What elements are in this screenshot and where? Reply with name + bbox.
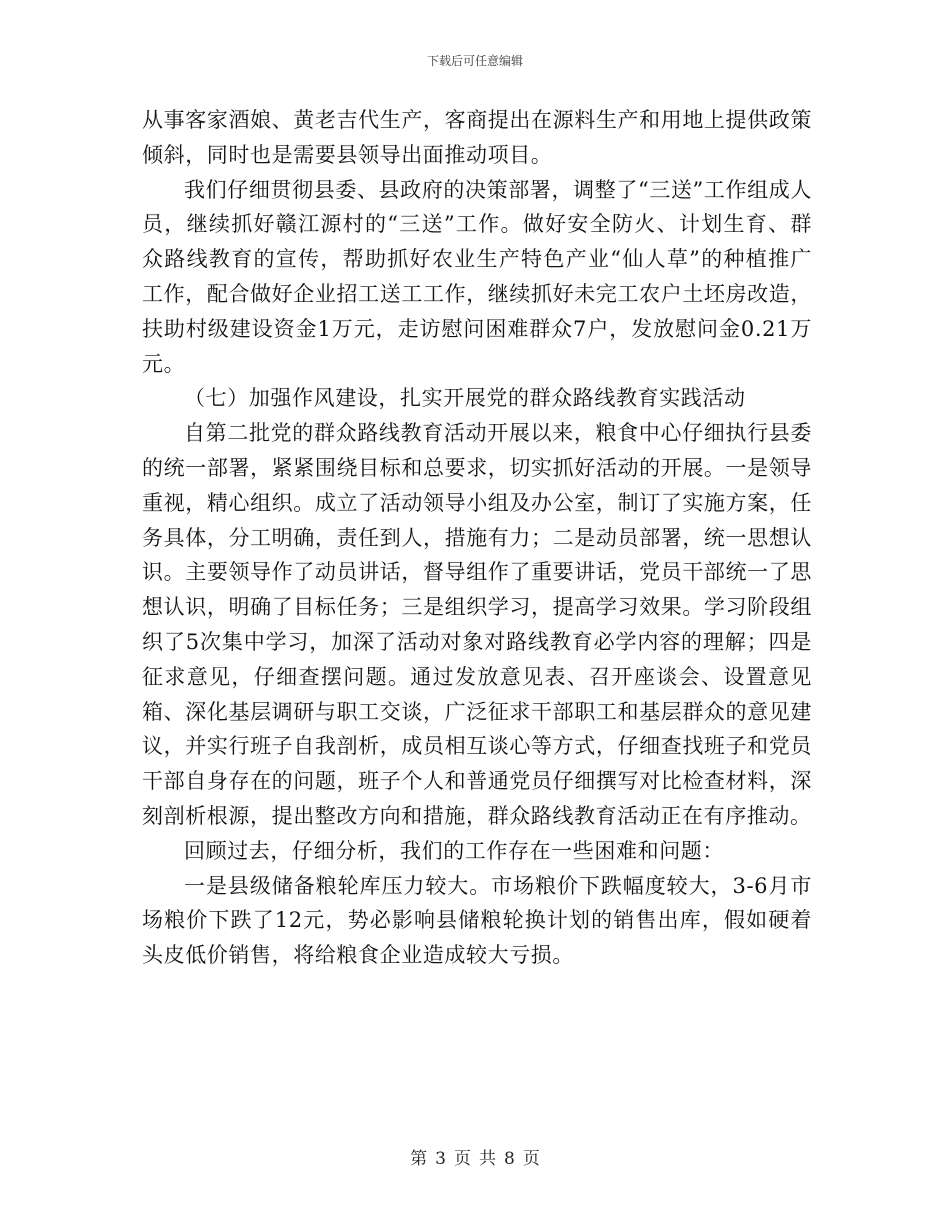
document-body [142,103,812,973]
total-pages-number: 8 [504,1149,515,1169]
footer-suffix: 页 [522,1149,540,1169]
page-header: 下载后可任意编辑 [426,54,523,68]
paragraph: 从事客家酒娘、黄老吉代生产，客商提出在源料生产和用地上提供政策倾斜，同时也是需要县领导出面推动项目。 [142,108,812,167]
footer-total-word: 共 [479,1149,496,1169]
section-heading: （七）加强作风建设，扎实开展党的群众路线教育实践活动 [184,386,746,411]
paragraph: 我们仔细贯彻县委、县政府的决策部署，调整了“三送”工作组成人员，继续抓好赣江源村的“三送”工作。做好安全防火、计划生育、群众路线教育的宣传，帮助抓好农业生产特色产业“仙人草”的种植推广工作，配合做好企业招工送工工作，继续抓好未完工农户土坯房改造，扶助村级建设资金1万元，走访慰问困难群众7户，发放慰问金0.21万元。 [142,177,812,376]
paragraph: 一是县级储备粮轮库压力较大。市场粮价下跌幅度较大，3-6月市场粮价下跌了12元，势必影响县储粮轮换计划的销售出库，假如硬着头皮低价销售，将给粮食企业造成较大亏损。 [142,873,812,968]
footer-prefix: 第 [410,1149,428,1169]
current-page-number: 3 [435,1149,446,1169]
paragraph: 自第二批党的群众路线教育活动开展以来，粮食中心仔细执行县委的统一部署，紧紧围绕目标和总要求，切实抓好活动的开展。一是领导重视，精心组织。成立了活动领导小组及办公室，制订了实施方案，任务具体，分工明确，责任到人，措施有力；二是动员部署，统一思想认识。主要领导作了动员讲话，督导组作了重要讲话，党员干部统一了思想认识，明确了目标任务；三是组织学习，提高学习效果。学习阶段组织了5次集中学习，加深了活动对象对路线教育必学内容的理解；四是征求意见，仔细查摆问题。通过发放意见表、召开座谈会、设置意见箱、深化基层调研与职工交谈，广泛征求干部职工和基层群众的意见建议，并实行班子自我剖析，成员相互谈心等方式，仔细查找班子和党员干部自身存在的问题，班子个人和普通党员仔细撰写对比检查材料，深刻剖析根源，提出整改方向和措施，群众路线教育活动正在有序推动。 [142,421,812,828]
footer-page-word: 页 [454,1149,471,1169]
page-footer [0,1148,950,1170]
paragraph: 回顾过去，仔细分析，我们的工作存在一些困难和问题： [184,838,724,863]
